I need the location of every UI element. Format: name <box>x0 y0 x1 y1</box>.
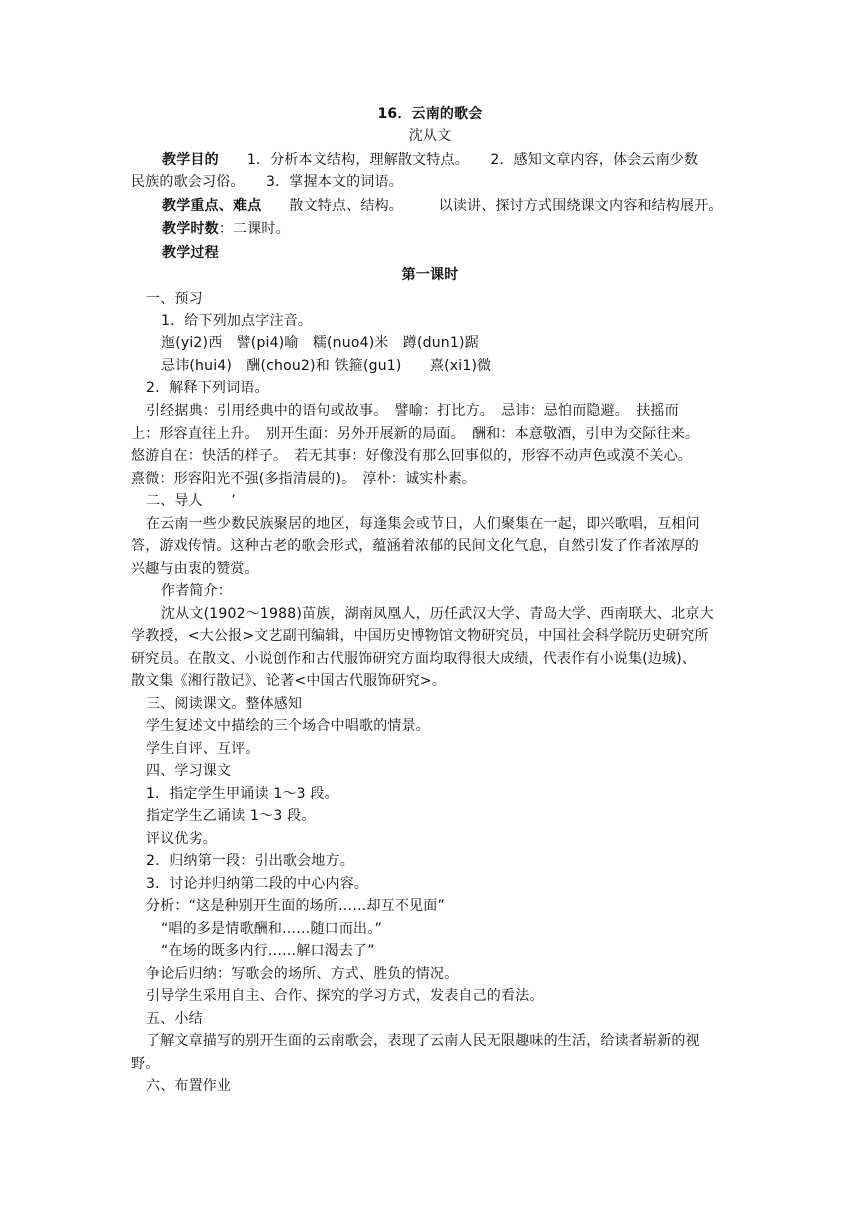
hours-text: ：二课时。 <box>218 221 290 237</box>
objectives-text-cont: 民族的歌会习俗。 3．掌握本文的词语。 <box>131 174 403 190</box>
section4-line1: 1．指定学生甲诵读 1～3 段。 <box>146 786 339 802</box>
section4-line2: 指定学生乙诵读 1～3 段。 <box>146 808 316 824</box>
section3-line2: 学生自评、互评。 <box>146 741 260 757</box>
definition-line3: 悠游自在：快活的样子。 若无其事：好像没有那么回事似的，形容不动声色或漠不关心。 <box>131 448 692 464</box>
intro-paragraph-line2: 答，游戏传情。这种古老的歌会形式，蕴涵着浓郁的民间文化气息，自然引发了作者浓厚的 <box>131 538 699 554</box>
section6-heading: 六、布置作业 <box>146 1078 232 1094</box>
section4-line9: 争论后归纳：写歌会的场所、方式、胜负的情况。 <box>146 966 459 982</box>
section4-line10: 引导学生采用自主、合作、探究的学习方式，发表自己的看法。 <box>146 988 544 1004</box>
author-bio-line3: 研究员。在散文、小说创作和古代服饰研究方面均取得很大成绩，代表作有小说集(边城)、 <box>131 651 697 667</box>
section4-line8: “在场的既多内行……解口渴去了” <box>161 943 375 959</box>
section1-heading: 一、预习 <box>146 291 203 307</box>
pronunciation-line2: 忌讳(hui4) 酬(chou2)和 铁箍(gu1) 熹(xi1)微 <box>161 358 492 374</box>
lesson-title: 16．云南的歌会 <box>377 106 483 122</box>
intro-paragraph-line1: 在云南一些少数民族聚居的地区，每逢集会或节日，人们聚集在一起，即兴歌唱，互相问 <box>146 516 700 532</box>
lesson1-heading: 第一课时 <box>401 267 459 283</box>
author-bio-line1: 沈从文(1902～1988)苗族，湖南凤凰人，历任武汉大学、青岛大学、西南联大、北京大 <box>161 606 714 622</box>
section3-heading: 三、阅读课文。整体感知 <box>146 696 303 712</box>
process-label: 教学过程 <box>162 245 219 261</box>
section1-item1: 1．给下列加点字注音。 <box>161 313 313 329</box>
author-bio-label: 作者简介： <box>161 583 232 599</box>
pronunciation-line1: 迤(yi2)西 譬(pi4)喻 糯(nuo4)米 蹲(dun1)踞 <box>161 335 479 351</box>
summary-line1: 了解文章描写的别开生面的云南歌会，表现了云南人民无限趣味的生活，给读者崭新的视 <box>146 1033 700 1049</box>
author-name: 沈从文 <box>408 128 452 144</box>
hours-label: 教学时数 <box>162 221 219 237</box>
section3-line1: 学生复述文中描绘的三个场合中唱歌的情景。 <box>146 718 430 734</box>
section4-line4: 2．归纳第一段：引出歌会地方。 <box>146 853 354 869</box>
definition-line4: 熹微：形容阳光不强(多指清晨的)。 淳朴：诚实朴素。 <box>131 471 477 487</box>
hours-row <box>162 219 290 239</box>
section4-line3: 评议优劣。 <box>146 831 217 847</box>
focus-text: 散文特点、结构。 以读讲、探讨方式围绕课文内容和结构展开。 <box>289 198 723 214</box>
focus-row <box>162 196 723 216</box>
section5-heading: 五、小结 <box>146 1011 203 1027</box>
objectives-text: 1．分析本文结构，理解散文特点。 2．感知文章内容，体会云南少数 <box>246 152 699 168</box>
objectives-label: 教学目的 <box>162 152 219 168</box>
objectives-row <box>162 150 698 170</box>
section1-item2: 2．解释下列词语。 <box>146 380 269 396</box>
section2-heading: 二、导人 ’ <box>146 493 236 509</box>
intro-paragraph-line3: 兴趣与由衷的赞赏。 <box>131 561 259 577</box>
section4-heading: 四、学习课文 <box>146 763 232 779</box>
section4-line6: 分析：“这是种别开生面的场所……却互不见面” <box>146 898 445 914</box>
author-bio-line4: 散文集《湘行散记》、论著<中国古代服饰研究>。 <box>131 673 447 689</box>
definition-line2: 上：形容直往上升。 别开生面：另外开展新的局面。 酬和：本意敬酒，引申为交际往来。 <box>131 426 700 442</box>
section4-line5: 3．讨论并归纳第二段的中心内容。 <box>146 876 369 892</box>
section4-line7: “唱的多是情歌酬和……随口而出。” <box>161 921 382 937</box>
focus-label: 教学重点、难点 <box>162 198 262 214</box>
definition-line1: 引经据典：引用经典中的语句或故事。 譬喻：打比方。 忌讳：忌怕而隐避。 扶摇而 <box>146 403 679 419</box>
summary-line2: 野。 <box>131 1056 160 1072</box>
author-bio-line2: 学教授，<大公报>文艺副刊编辑，中国历史博物馆文物研究员，中国社会科学院历史研究所 <box>131 628 709 644</box>
